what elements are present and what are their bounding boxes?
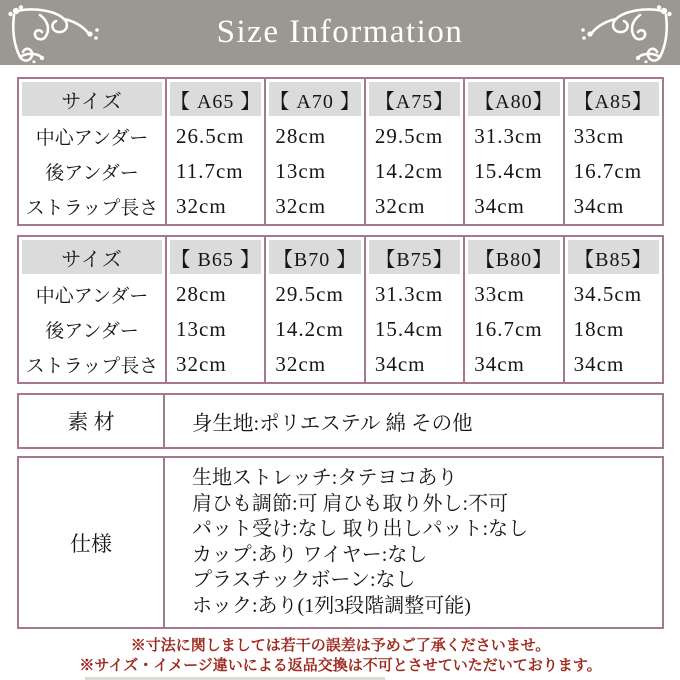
material-label: 素 材 [19,395,165,447]
spec-label: 仕様 [19,458,165,627]
size-header-cell: 【B80】 [468,240,559,274]
material-value: 身生地:ポリエステル 綿 その他 [192,413,473,435]
banner [0,0,680,65]
size-header-cell: 【A75】 [369,82,460,116]
size-table-a [17,77,664,226]
size-column-a85 [563,79,662,224]
value-cell: 33cm [573,124,625,148]
value-cell: 26.5cm [176,124,245,148]
size-header-cell: 【 A65 】 [170,82,261,116]
size-header-cell: 【A85】 [568,82,659,116]
material-box [17,393,664,449]
spec-line: 生地ストレッチ:タテヨコあり [192,467,458,489]
value-cell: 16.7cm [474,317,543,341]
value-cell: 11.7cm [176,159,244,183]
spec-line: プラスチックボーン:なし [192,569,416,591]
value-cell: 14.2cm [374,159,444,183]
value-cell: 32cm [275,194,327,218]
size-column-b80 [463,237,562,382]
value-cell: 29.5cm [374,124,444,148]
flourish-right-icon [558,3,676,63]
size-column-b75 [364,237,463,382]
row-label: 後アンダー [45,163,139,184]
size-table-a-label-column [19,79,165,224]
value-cell: 31.3cm [474,124,543,148]
row-label: ストラップ長さ [25,198,159,219]
size-column-b65 [165,237,264,382]
size-table-b [17,235,664,384]
content [17,77,664,676]
row-label: ストラップ長さ [25,356,159,377]
value-cell: 28cm [275,124,327,148]
value-cell: 34.5cm [573,282,643,306]
spec-lines [165,458,662,627]
value-cell: 31.3cm [374,282,444,306]
value-cell: 16.7cm [573,159,643,183]
size-column-b85 [563,237,662,382]
value-cell: 32cm [374,194,426,218]
row-label: 後アンダー [45,321,139,342]
spec-box [17,456,664,629]
value-cell: 34cm [573,352,625,376]
size-header-cell: 【B85】 [568,240,659,274]
value-cell: 13cm [176,317,227,341]
size-header-cell: 【B75】 [369,240,460,274]
value-cell: 34cm [374,352,426,376]
value-cell: 18cm [573,317,625,341]
size-header-cell: サイズ [22,240,162,274]
size-column-a80 [463,79,562,224]
spec-line: 肩ひも調節:可 肩ひも取り外し:不可 [192,492,509,515]
spec-line: カップ:あり ワイヤー:なし [192,543,428,566]
value-cell: 14.2cm [275,317,344,341]
size-table-b-label-column [19,237,165,382]
page-title: Size Information [216,14,464,50]
value-cell: 15.4cm [474,159,543,183]
value-cell: 32cm [275,352,327,376]
value-cell: 34cm [573,194,625,218]
flourish-left-icon [4,3,122,63]
value-cell: 34cm [474,194,525,218]
size-header-cell: サイズ [22,82,162,116]
size-column-b70 [264,237,363,382]
value-cell: 32cm [176,352,227,376]
value-cell: 29.5cm [275,282,344,306]
size-header-cell: 【 A70 】 [269,82,360,116]
footnote-line: ※サイズ・イメージ違いによる返品交換は不可とさせていただいております。 [79,658,602,674]
value-cell: 33cm [474,282,525,306]
size-header-cell: 【B70 】 [269,240,360,274]
value-cell: 34cm [474,352,525,376]
size-header-cell: 【A80】 [468,82,559,116]
size-column-a65 [165,79,264,224]
footnote-line: ※寸法に関しましては若干の誤差は予めご了承くださいませ。 [130,638,551,654]
spec-line: パット受け:なし 取り出しパット:なし [192,518,529,540]
size-header-cell: 【 B65 】 [170,240,261,274]
value-cell: 28cm [176,282,227,306]
footnotes [17,636,664,676]
row-label: 中心アンダー [35,128,149,149]
value-cell: 32cm [176,194,227,218]
size-column-a70 [264,79,363,224]
value-cell: 13cm [275,159,327,183]
size-column-a75 [364,79,463,224]
value-cell: 15.4cm [374,317,444,341]
row-label: 中心アンダー [35,286,149,307]
spec-line: ホック:あり(1列3段階調整可能) [192,594,471,617]
